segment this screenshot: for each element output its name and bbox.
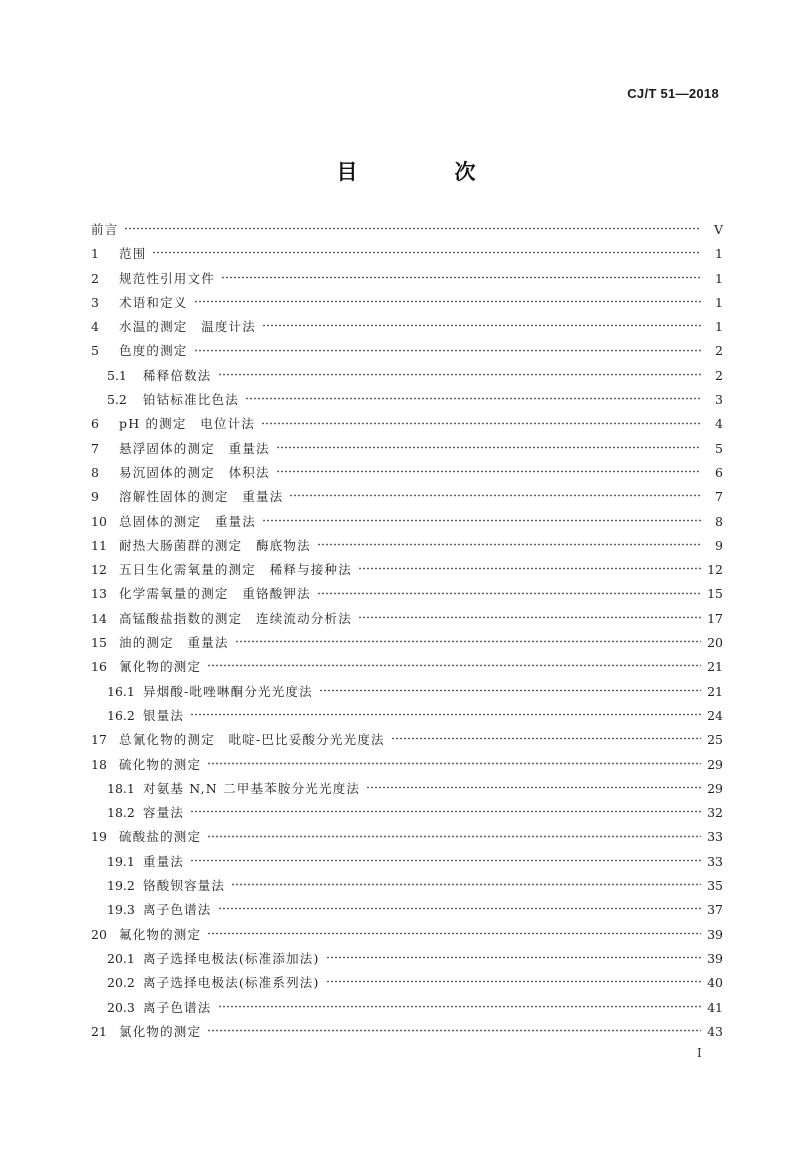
- dot-leader: [190, 859, 701, 862]
- toc-entry-title: 耐热大肠菌群的测定 酶底物法: [119, 537, 311, 553]
- toc-entry-title: 范围: [119, 246, 147, 262]
- dot-leader: [207, 762, 701, 765]
- dot-leader: [207, 664, 701, 667]
- toc-entry-page: 20: [707, 635, 723, 651]
- toc-entry[interactable]: [91, 680, 723, 704]
- dot-leader: [190, 810, 701, 813]
- toc-entry-number: 13: [91, 586, 107, 602]
- toc-entry-title: pH 的测定 电位计法: [119, 416, 256, 432]
- toc-entry-title: 易沉固体的测定 体积法: [119, 464, 270, 480]
- dot-leader: [207, 1029, 701, 1032]
- toc-entry-page: 29: [707, 780, 723, 796]
- dot-leader: [124, 227, 701, 230]
- toc-entry-page: 29: [707, 756, 723, 772]
- toc-entry-page: 8: [715, 513, 723, 529]
- toc-entry-title: 高锰酸盐指数的测定 连续流动分析法: [119, 610, 352, 626]
- toc-entry-title: 总固体的测定 重量法: [119, 513, 257, 529]
- toc-entry-title: 术语和定义: [119, 294, 188, 310]
- toc-entry-number: 2: [91, 270, 99, 286]
- dot-leader: [218, 1005, 701, 1008]
- toc-entry-page: 1: [715, 294, 723, 310]
- dot-leader: [194, 349, 701, 352]
- toc-entry-number: 18.2: [107, 805, 135, 821]
- toc-entry-page: 7: [715, 489, 723, 505]
- dot-leader: [245, 397, 701, 400]
- toc-entry[interactable]: [91, 898, 723, 922]
- dot-leader: [326, 980, 701, 983]
- toc-entry-number: 19.3: [107, 902, 135, 918]
- toc-entry-number: 19.2: [107, 878, 135, 894]
- toc-entry-number: 16: [91, 659, 107, 675]
- toc-entry-title: 异烟酸-吡唑啉酮分光光度法: [143, 683, 313, 699]
- toc-entry[interactable]: [91, 607, 723, 631]
- toc-entry-title: 容量法: [143, 805, 185, 821]
- toc-entry-page: 2: [715, 343, 723, 359]
- dot-leader: [317, 543, 701, 546]
- toc-entry[interactable]: [91, 437, 723, 461]
- toc-entry-number: 5: [91, 343, 99, 359]
- toc-entry-page: 24: [707, 707, 723, 723]
- dot-leader: [319, 689, 701, 692]
- toc-entry[interactable]: [91, 242, 723, 266]
- dot-leader: [152, 251, 701, 254]
- toc-entry-number: 20: [91, 926, 107, 942]
- toc-entry[interactable]: [91, 923, 723, 947]
- toc-entry[interactable]: [91, 388, 723, 412]
- page-title: 目 次: [336, 159, 514, 184]
- page-number: I: [697, 1046, 702, 1060]
- toc-entry-page: 17: [707, 610, 723, 626]
- toc-entry[interactable]: [91, 728, 723, 752]
- toc-entry-title: 重量法: [143, 853, 185, 869]
- toc-entry-number: 21: [91, 1023, 107, 1039]
- toc-entry-page: 21: [707, 659, 723, 675]
- toc-entry-title: 氯化物的测定: [119, 1023, 202, 1039]
- toc-entry-title: 硫化物的测定: [119, 756, 202, 772]
- toc-entry-page: 9: [715, 537, 723, 553]
- toc-entry-page: 3: [715, 392, 723, 408]
- toc-entry-page: 35: [707, 878, 723, 894]
- dot-leader: [262, 519, 701, 522]
- toc-entry-page: 32: [707, 805, 723, 821]
- toc-entry-number: 19.1: [107, 853, 135, 869]
- toc-entry[interactable]: [91, 582, 723, 606]
- toc-entry-title: 总氰化物的测定 吡啶-巴比妥酸分光光度法: [119, 732, 385, 748]
- toc-entry[interactable]: [91, 534, 723, 558]
- toc-entry-number: 8: [91, 464, 99, 480]
- toc-entry-page: 43: [707, 1023, 723, 1039]
- toc-entry[interactable]: [91, 461, 723, 485]
- dot-leader: [218, 907, 701, 910]
- toc-entry[interactable]: [91, 704, 723, 728]
- toc-entry-page: 40: [707, 975, 723, 991]
- toc-entry-number: 20.1: [107, 950, 135, 966]
- toc-entry-title: 离子色谱法: [143, 999, 212, 1015]
- toc-entry-number: 15: [91, 635, 107, 651]
- toc-entry-title: 稀释倍数法: [143, 367, 212, 383]
- toc-entry-number: 20.2: [107, 975, 135, 991]
- toc-entry-number: 9: [91, 489, 99, 505]
- dot-leader: [391, 737, 701, 740]
- toc-entry-page: 1: [715, 319, 723, 335]
- toc-entry-number: 1: [91, 246, 99, 262]
- toc-entry-page: 39: [707, 950, 723, 966]
- toc-entry-title: 硫酸盐的测定: [119, 829, 202, 845]
- toc-entry[interactable]: [91, 631, 723, 655]
- toc-entry-title: 离子选择电极法(标准系列法): [143, 975, 320, 991]
- toc-entry-title: 对氨基 N,N 二甲基苯胺分光光度法: [143, 780, 361, 796]
- toc-entry[interactable]: [91, 510, 723, 534]
- toc-entry[interactable]: [91, 655, 723, 679]
- toc-entry-page: 12: [707, 562, 723, 578]
- toc-entry[interactable]: [91, 364, 723, 388]
- toc-entry-number: 16.1: [107, 683, 135, 699]
- toc-entry-title: 离子色谱法: [143, 902, 212, 918]
- toc-entry-page: 21: [707, 683, 723, 699]
- toc-entry-title: 规范性引用文件: [119, 270, 215, 286]
- toc-entry-number: 3: [91, 294, 99, 310]
- toc-entry[interactable]: [91, 874, 723, 898]
- toc-entry-number: 6: [91, 416, 99, 432]
- toc-entry-title: 五日生化需氧量的测定 稀释与接种法: [119, 562, 352, 578]
- toc-entry-number: 16.2: [107, 707, 135, 723]
- dot-leader: [358, 567, 701, 570]
- toc-entry[interactable]: [91, 267, 723, 291]
- dot-leader: [218, 373, 701, 376]
- toc-entry-title: 前言: [91, 222, 119, 237]
- toc-entry-title: 溶解性固体的测定 重量法: [119, 489, 284, 505]
- toc-entry-number: 5.1: [107, 367, 127, 383]
- toc-entry[interactable]: [91, 218, 723, 242]
- dot-leader: [289, 494, 701, 497]
- toc-entry-number: 17: [91, 732, 107, 748]
- toc-entry[interactable]: [91, 1020, 723, 1044]
- document-code: CJ/T 51—2018: [627, 86, 719, 101]
- toc-entry-page: 15: [707, 586, 723, 602]
- toc-entry-title: 氟化物的测定: [119, 926, 202, 942]
- toc-entry[interactable]: [91, 777, 723, 801]
- toc-entry[interactable]: [91, 315, 723, 339]
- table-of-contents: [91, 218, 723, 1044]
- toc-entry-number: 18: [91, 756, 107, 772]
- toc-entry[interactable]: [91, 412, 723, 436]
- toc-entry-page: V: [713, 222, 723, 237]
- dot-leader: [194, 300, 701, 303]
- dot-leader: [262, 324, 701, 327]
- toc-entry[interactable]: [91, 558, 723, 582]
- toc-entry-page: 1: [715, 246, 723, 262]
- toc-entry-page: 5: [715, 440, 723, 456]
- toc-entry-page: 33: [707, 853, 723, 869]
- toc-entry[interactable]: [91, 801, 723, 825]
- dot-leader: [317, 592, 701, 595]
- toc-entry[interactable]: [91, 485, 723, 509]
- dot-leader: [207, 835, 701, 838]
- toc-entry-title: 色度的测定: [119, 343, 188, 359]
- toc-entry-number: 7: [91, 440, 99, 456]
- toc-entry-number: 20.3: [107, 999, 135, 1015]
- toc-entry-page: 6: [715, 464, 723, 480]
- dot-leader: [276, 446, 701, 449]
- toc-entry-page: 1: [715, 270, 723, 286]
- toc-entry-title: 悬浮固体的测定 重量法: [119, 440, 270, 456]
- dot-leader: [276, 470, 701, 473]
- toc-entry-page: 41: [707, 999, 723, 1015]
- toc-entry-number: 18.1: [107, 780, 135, 796]
- dot-leader: [221, 276, 701, 279]
- toc-entry[interactable]: [91, 996, 723, 1020]
- toc-entry-title: 油的测定 重量法: [119, 635, 229, 651]
- dot-leader: [207, 932, 701, 935]
- toc-entry-number: 14: [91, 610, 107, 626]
- toc-entry-page: 25: [707, 732, 723, 748]
- toc-entry-page: 2: [715, 367, 723, 383]
- toc-entry-page: 37: [707, 902, 723, 918]
- toc-entry-page: 4: [715, 416, 723, 432]
- toc-entry-number: 19: [91, 829, 107, 845]
- dot-leader: [231, 883, 701, 886]
- toc-entry[interactable]: [91, 971, 723, 995]
- toc-entry-title: 铂钴标准比色法: [143, 392, 239, 408]
- dot-leader: [235, 640, 701, 643]
- dot-leader: [366, 786, 701, 789]
- toc-entry-number: 12: [91, 562, 107, 578]
- toc-entry-number: 4: [91, 319, 99, 335]
- toc-entry-title: 氰化物的测定: [119, 659, 202, 675]
- toc-entry[interactable]: [91, 339, 723, 363]
- toc-entry-title: 铬酸钡容量法: [143, 878, 226, 894]
- toc-entry-number: 11: [91, 537, 107, 553]
- toc-entry[interactable]: [91, 753, 723, 777]
- toc-entry[interactable]: [91, 291, 723, 315]
- toc-entry-number: 10: [91, 513, 107, 529]
- dot-leader: [261, 422, 701, 425]
- toc-entry[interactable]: [91, 825, 723, 849]
- toc-entry[interactable]: [91, 850, 723, 874]
- toc-entry-page: 39: [707, 926, 723, 942]
- toc-entry-title: 银量法: [143, 707, 185, 723]
- toc-entry-number: 5.2: [107, 392, 127, 408]
- toc-entry-title: 水温的测定 温度计法: [119, 319, 257, 335]
- toc-entry-page: 33: [707, 829, 723, 845]
- toc-entry-title: 离子选择电极法(标准添加法): [143, 950, 320, 966]
- dot-leader: [326, 956, 701, 959]
- dot-leader: [190, 713, 701, 716]
- toc-entry[interactable]: [91, 947, 723, 971]
- dot-leader: [358, 616, 701, 619]
- toc-entry-title: 化学需氧量的测定 重铬酸钾法: [119, 586, 311, 602]
